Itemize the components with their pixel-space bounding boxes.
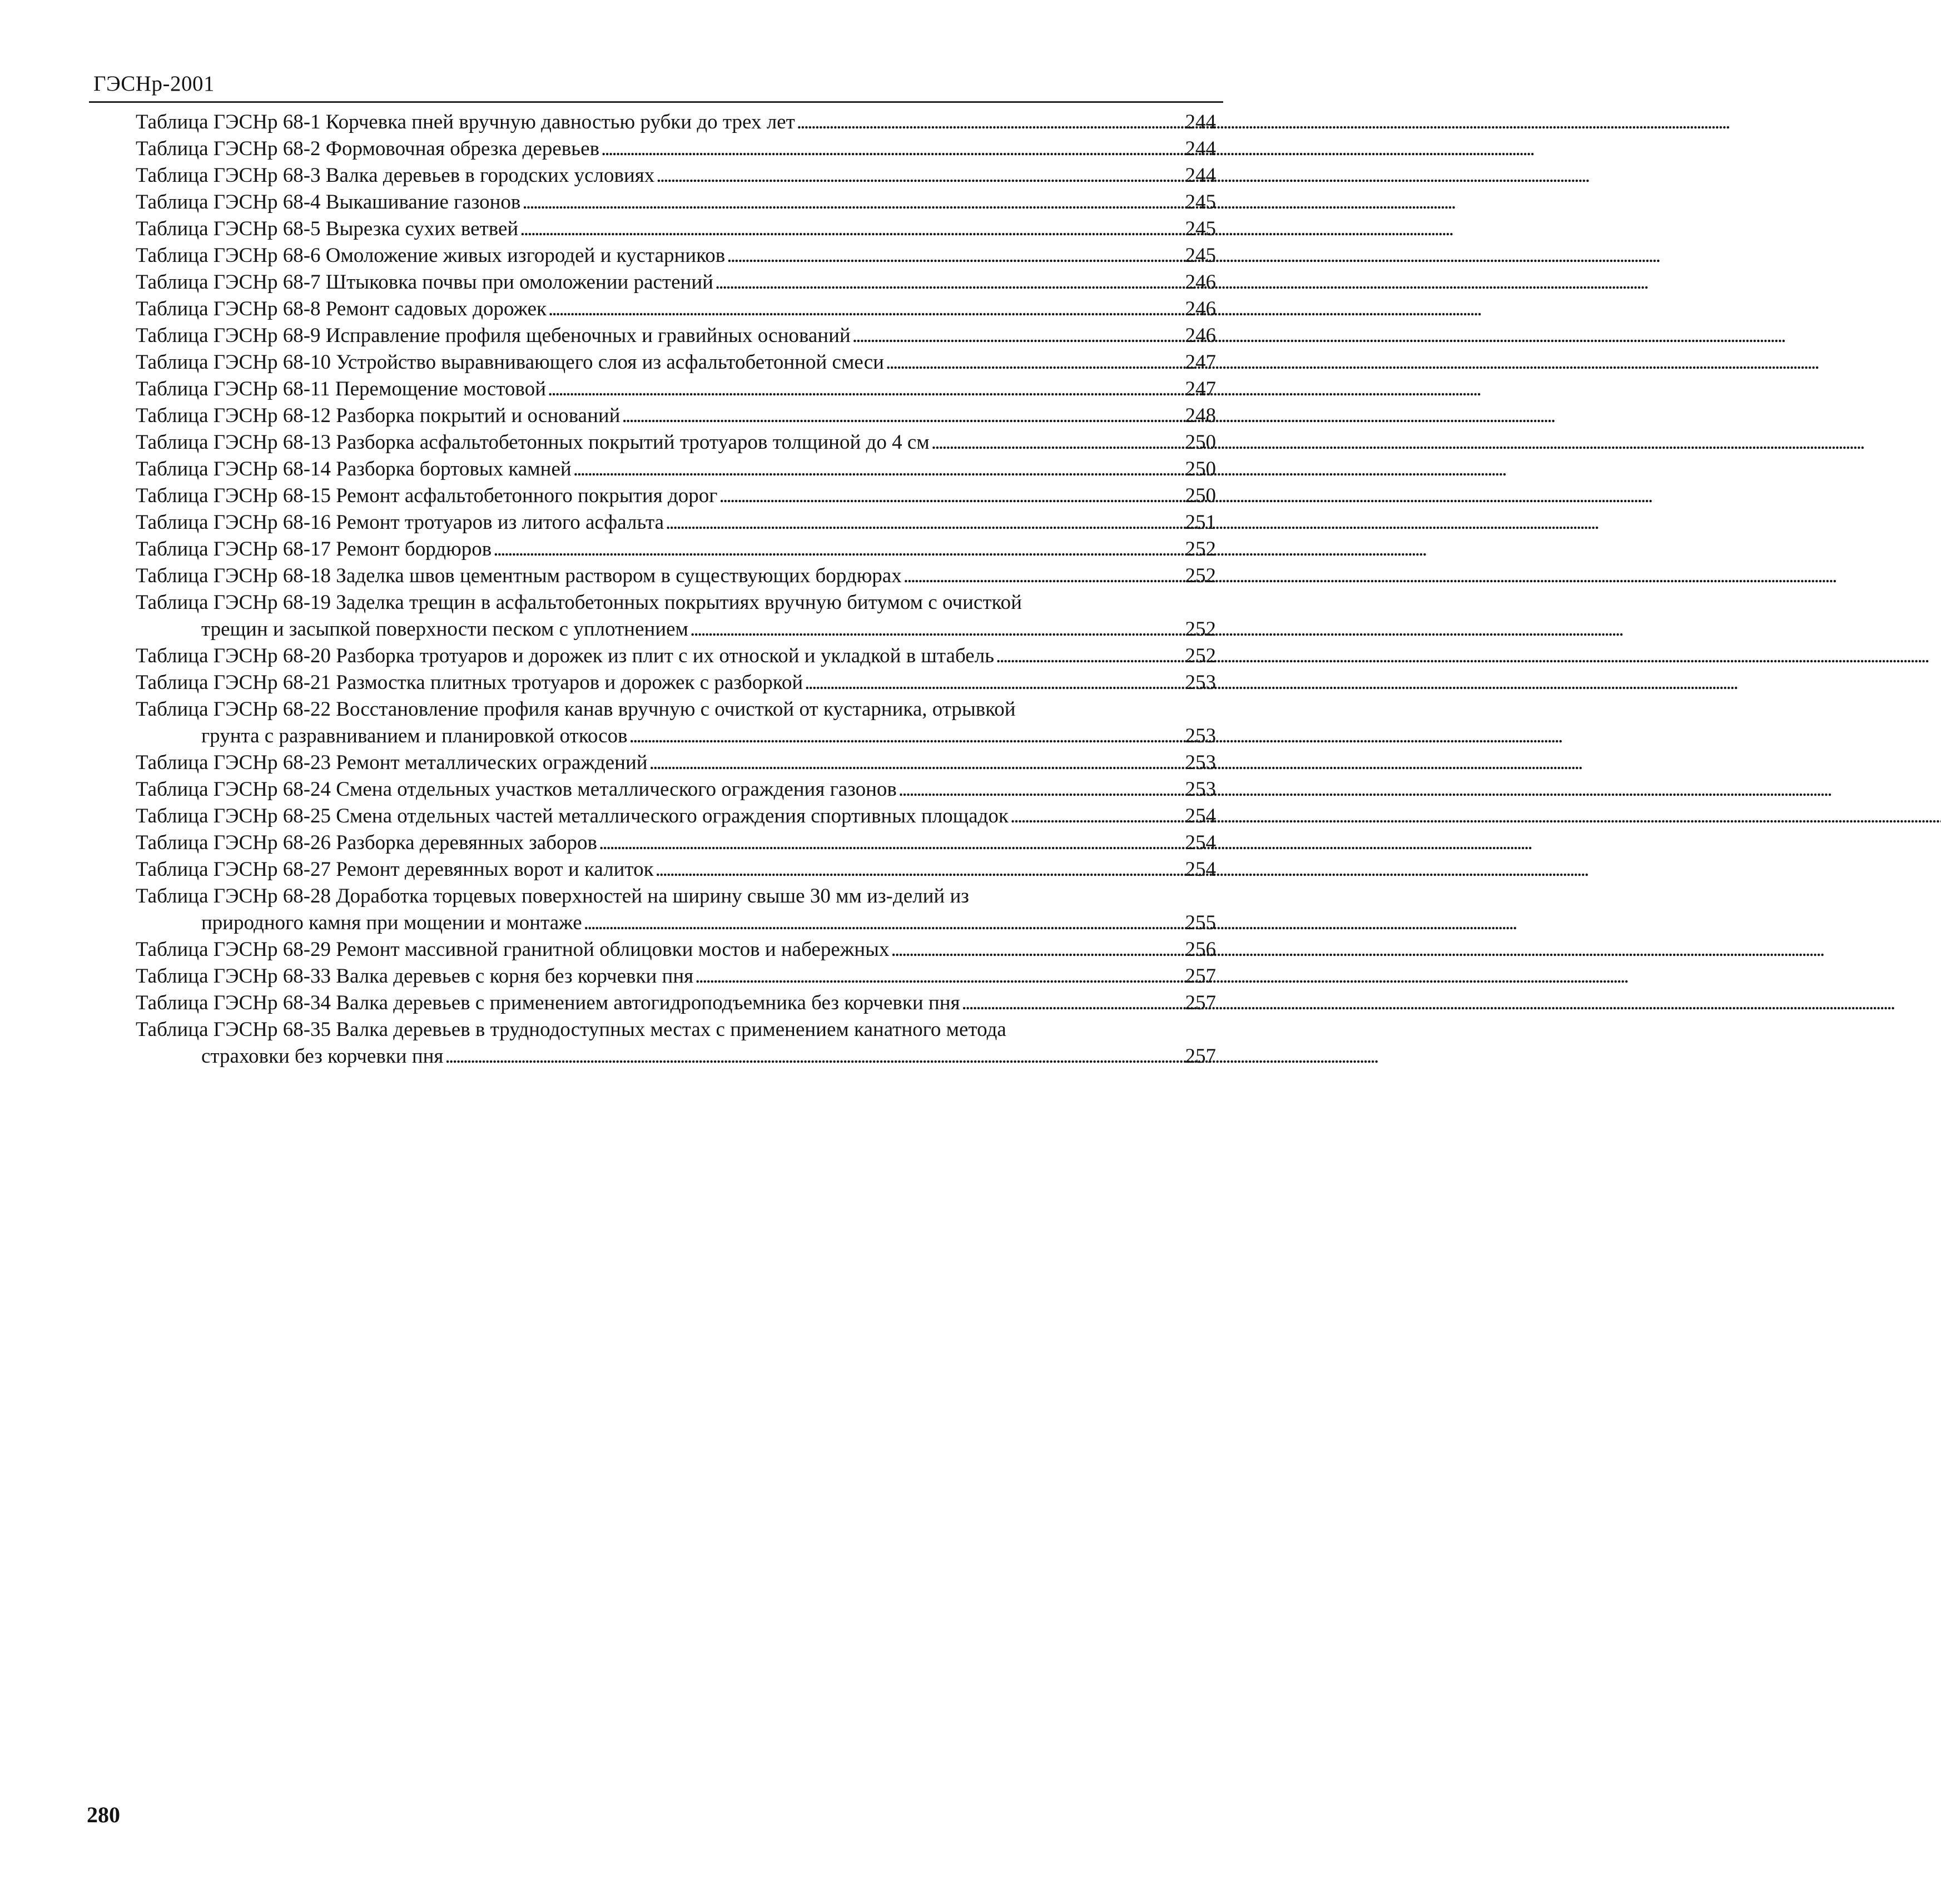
toc-entry-page: 252 [1185,644,1216,667]
dot-leader [797,109,1184,136]
toc-entry-title: страховки без корчевки пня [201,1045,444,1068]
toc-line [136,910,1216,936]
toc-entry [136,643,1216,670]
toc-entry-page: 245 [1185,217,1216,240]
toc-entry [136,509,1216,536]
toc-line [136,936,1216,963]
toc-entry [136,403,1216,429]
toc-entry [136,162,1216,189]
toc-entry-page: 254 [1185,858,1216,881]
toc-entry-page: 244 [1185,137,1216,160]
toc-entry-title-first-line: Таблица ГЭСНр 68-19 Заделка трещин в асфальтобетонных покрытиях вручную битумом с очисткой [136,591,1022,614]
dot-leader [445,1043,1183,1070]
dot-leader [805,670,1183,696]
dot-leader [996,643,1183,670]
toc-line [136,269,1216,296]
toc-line [136,563,1216,589]
toc-entry-page: 247 [1185,351,1216,374]
toc-entry [136,216,1216,242]
dot-leader [493,536,1183,563]
toc-line [136,323,1216,349]
dot-leader [599,830,1183,856]
toc-entry [136,536,1216,563]
toc-entry-title: Таблица ГЭСНр 68-29 Ремонт массивной гранитной облицовки мостов и набережных [136,938,890,961]
toc-entry-page: 250 [1185,431,1216,454]
toc-entry-title: Таблица ГЭСНр 68-6 Омоложение живых изгородей и кустарников [136,244,726,267]
toc-entry-title: Таблица ГЭСНр 68-2 Формовочная обрезка деревьев [136,137,600,160]
toc-line [136,509,1216,536]
toc-line [136,830,1216,856]
toc-entry-title: Таблица ГЭСНр 68-11 Перемощение мостовой [136,378,547,400]
toc-entry-page: 253 [1185,725,1216,747]
toc-entry [136,803,1216,830]
toc-entry-page: 245 [1185,191,1216,214]
toc-entry-page: 248 [1185,404,1216,427]
toc-line [136,776,1216,803]
dot-leader [622,403,1183,429]
toc-entry-title: Таблица ГЭСНр 68-8 Ремонт садовых дорожек [136,298,547,320]
toc-entry-page: 252 [1185,564,1216,587]
toc-entry-title: трещин и засыпкой поверхности песком с уплотнением [201,618,688,641]
toc-entry [136,242,1216,269]
toc-entry-page: 253 [1185,671,1216,694]
toc-entry-page: 245 [1185,244,1216,267]
toc-entry [136,830,1216,856]
dot-leader [852,323,1184,349]
dot-leader [629,723,1184,750]
toc-entry-title: Таблица ГЭСНр 68-13 Разборка асфальтобетонных покрытий тротуаров толщиной до 4 см [136,431,930,454]
toc-entry [136,376,1216,403]
toc-entry-page: 255 [1185,911,1216,934]
toc-entry [136,109,1216,136]
dot-leader [695,963,1183,990]
toc-entry [136,323,1216,349]
toc-entry-page: 252 [1185,618,1216,641]
dot-leader [715,269,1184,296]
toc-line [136,803,1216,830]
toc-entry-title: Таблица ГЭСНр 68-5 Вырезка сухих ветвей [136,217,519,240]
toc-entry-title: Таблица ГЭСНр 68-23 Ремонт металлических ограждений [136,751,648,774]
toc-line [136,483,1216,509]
dot-leader [666,509,1183,536]
dot-leader [1010,803,1184,830]
toc-entry-title: Таблица ГЭСНр 68-14 Разборка бортовых камней [136,458,572,480]
toc-entry-title-first-line: Таблица ГЭСНр 68-28 Доработка торцевых поверхностей на ширину свыше 30 мм из-делий из [136,885,969,908]
toc-line [136,670,1216,696]
dot-leader [522,189,1183,216]
toc-line [136,376,1216,403]
toc-line [136,723,1216,750]
toc-entry [136,296,1216,323]
toc-entry-title: грунта с разравниванием и планировкой откосов [201,725,628,747]
toc-line [136,616,1216,643]
toc-line [136,162,1216,189]
toc-entry-title: Таблица ГЭСНр 68-27 Ремонт деревянных ворот и калиток [136,858,654,881]
toc-line [136,536,1216,563]
toc-entry-page: 244 [1185,164,1216,187]
toc-entry [136,856,1216,883]
toc-line [136,1043,1216,1070]
toc-entry-title: Таблица ГЭСНр 68-16 Ремонт тротуаров из литого асфальта [136,511,664,534]
toc-entry [136,696,1216,750]
toc-entry-title: Таблица ГЭСНр 68-18 Заделка швов цементным раствором в существующих бордюрах [136,564,902,587]
toc-entry-page: 250 [1185,458,1216,480]
table-of-contents [136,109,1216,1070]
running-header: ГЭСНр-2001 [93,72,215,96]
toc-line [136,429,1216,456]
toc-entry-page: 252 [1185,538,1216,561]
toc-entry [136,883,1216,936]
toc-entry [136,269,1216,296]
dot-leader [548,376,1183,403]
toc-entry-title: Таблица ГЭСНр 68-17 Ремонт бордюров [136,538,492,561]
toc-entry [136,456,1216,483]
dot-leader [584,910,1184,936]
toc-entry [136,990,1216,1017]
toc-entry-page: 254 [1185,805,1216,827]
toc-entry-title: Таблица ГЭСНр 68-33 Валка деревьев с корня без корчевки пня [136,965,694,988]
dot-leader [656,162,1183,189]
dot-leader [904,563,1184,589]
toc-entry-page: 250 [1185,484,1216,507]
toc-entry-title: Таблица ГЭСНр 68-25 Смена отдельных частей металлического ограждения спортивных площадок [136,805,1009,827]
toc-entry-page: 256 [1185,938,1216,961]
dot-leader [962,990,1184,1017]
toc-entry [136,776,1216,803]
toc-entry-page: 254 [1185,831,1216,854]
toc-line [136,242,1216,269]
toc-line [136,189,1216,216]
toc-line [136,296,1216,323]
toc-entry-title: Таблица ГЭСНр 68-34 Валка деревьев с применением автогидроподъемника без корчевки пня [136,991,960,1014]
dot-leader [931,429,1184,456]
toc-line [136,750,1216,776]
toc-entry-title-first-line: Таблица ГЭСНр 68-22 Восстановление профиля канав вручную с очисткой от кустарника, отрывкой [136,698,1016,721]
header-divider [89,101,1223,103]
toc-entry-title: Таблица ГЭСНр 68-21 Размостка плитных тротуаров и дорожек с разборкой [136,671,803,694]
toc-entry-page: 253 [1185,751,1216,774]
dot-leader [520,216,1183,242]
toc-line [136,963,1216,990]
toc-entry [136,189,1216,216]
toc-line [136,216,1216,242]
toc-line [136,643,1216,670]
toc-line [136,109,1216,136]
toc-entry-title: Таблица ГЭСНр 68-9 Исправление профиля щебеночных и гравийных оснований [136,324,851,347]
toc-entry-page: 247 [1185,378,1216,400]
toc-entry [136,936,1216,963]
toc-entry-title: природного камня при мощении и монтаже [201,911,582,934]
toc-entry-page: 246 [1185,298,1216,320]
dot-leader [719,483,1183,509]
dot-leader [601,136,1183,162]
dot-leader [891,936,1184,963]
toc-entry [136,963,1216,990]
toc-entry [136,589,1216,643]
toc-entry [136,349,1216,376]
toc-entry [136,750,1216,776]
toc-entry [136,136,1216,162]
toc-entry [136,1017,1216,1070]
toc-entry-page: 257 [1185,991,1216,1014]
dot-leader [727,242,1183,269]
toc-entry-page: 257 [1185,1045,1216,1068]
toc-entry-page: 246 [1185,271,1216,294]
dot-leader [656,856,1184,883]
toc-entry-title: Таблица ГЭСНр 68-3 Валка деревьев в городских условиях [136,164,655,187]
toc-line [136,856,1216,883]
toc-entry-title-first-line: Таблица ГЭСНр 68-35 Валка деревьев в труднодоступных местах с применением канатного метода [136,1018,1006,1041]
dot-leader [573,456,1184,483]
toc-entry [136,563,1216,589]
toc-line [136,990,1216,1017]
dot-leader [886,349,1184,376]
toc-entry [136,670,1216,696]
toc-entry-page: 244 [1185,111,1216,133]
toc-entry-page: 257 [1185,965,1216,988]
dot-leader [690,616,1184,643]
toc-entry-title: Таблица ГЭСНр 68-10 Устройство выравнивающего слоя из асфальтобетонной смеси [136,351,884,374]
page-number: 280 [87,1802,120,1827]
toc-entry [136,429,1216,456]
toc-line [136,456,1216,483]
toc-entry [136,483,1216,509]
toc-entry-page: 253 [1185,778,1216,801]
dot-leader [898,776,1184,803]
toc-entry-page: 246 [1185,324,1216,347]
dot-leader [548,296,1183,323]
toc-entry-page: 251 [1185,511,1216,534]
dot-leader [649,750,1184,776]
toc-entry-title: Таблица ГЭСНр 68-20 Разборка тротуаров и дорожек из плит с их отноской и укладкой в штабель [136,644,995,667]
toc-entry-title: Таблица ГЭСНр 68-4 Выкашивание газонов [136,191,521,214]
toc-entry-title: Таблица ГЭСНр 68-12 Разборка покрытий и оснований [136,404,620,427]
toc-entry-title: Таблица ГЭСНр 68-7 Штыковка почвы при омоложении растений [136,271,713,294]
toc-line [136,136,1216,162]
toc-entry-title: Таблица ГЭСНр 68-24 Смена отдельных участков металлического ограждения газонов [136,778,897,801]
toc-entry-title: Таблица ГЭСНр 68-15 Ремонт асфальтобетонного покрытия дорог [136,484,718,507]
toc-line [136,403,1216,429]
toc-entry-title: Таблица ГЭСНр 68-1 Корчевка пней вручную давностью рубки до трех лет [136,111,795,133]
toc-entry-title: Таблица ГЭСНр 68-26 Разборка деревянных заборов [136,831,598,854]
toc-line [136,349,1216,376]
